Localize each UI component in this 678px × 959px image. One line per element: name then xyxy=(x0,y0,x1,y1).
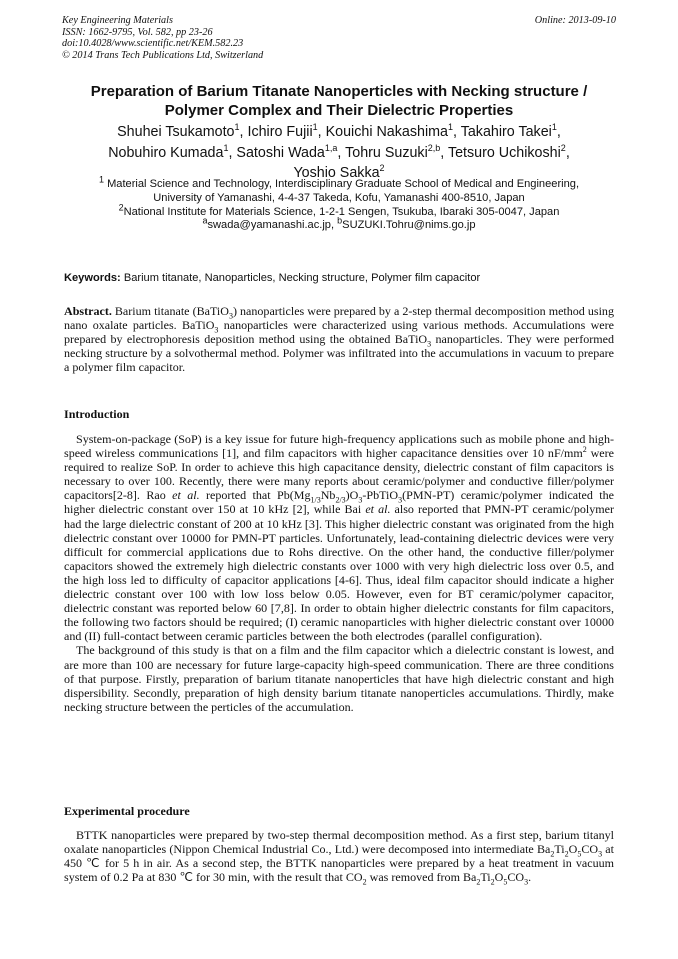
subscript: 1/3 xyxy=(310,495,321,505)
introduction-heading: Introduction xyxy=(64,407,130,421)
author-line-2: Nobuhiro Kumada$^1$, Satoshi Wada$^{1,a}$, Tohru Suzuki$^{2,b}$, Tetsuro Uchikoshi$^2$, xyxy=(108,142,570,161)
text: CO xyxy=(581,842,599,857)
abstract-text: nanoparticles. They were performed necking structure by a solvothermal method. Polymer was infiltrated into the accumulations in vacuum to prepare a polymer film capacitor. xyxy=(64,332,614,375)
text: -PbTiO xyxy=(362,488,399,503)
text: System-on-package (SoP) is a key issue for future high-frequency applications such as mobile phone and high-speed wireless communications [1], and film capacitors with higher capacitance densities over 10 nF/mm xyxy=(64,432,614,461)
subscript: 2 xyxy=(362,877,367,887)
abstract xyxy=(64,304,614,374)
text: were required to realize SoP. In order to achieve this high capacitance density, dielectric constant of film capacitors is necessary to over 100. Recently, there were many reports about ceramic/polymer and conductive filler/polymer capacitors[2-8]. Rao xyxy=(64,446,615,503)
text: Ti xyxy=(554,842,565,857)
emails: $^a$swada@yamanashi.ac.jp, $^b$SUZUKI.Tohru@nims.go.jp xyxy=(202,215,476,232)
email-sup: a xyxy=(202,215,208,226)
subscript: 2/3 xyxy=(335,495,346,505)
text: . xyxy=(528,870,532,885)
subscript: 2 xyxy=(550,849,555,859)
subscript: 3 xyxy=(358,495,363,505)
author-sup: 1 xyxy=(551,122,557,133)
subscript: 2 xyxy=(490,877,495,887)
journal-name: Key Engineering Materials xyxy=(62,15,173,26)
affiliation-1 xyxy=(50,174,628,192)
author-sup: 1 xyxy=(223,142,229,153)
exp-paragraph-1 xyxy=(64,828,614,887)
author: Yoshio Sakka xyxy=(293,165,380,182)
keywords xyxy=(64,272,624,284)
et-al: et al. xyxy=(365,502,391,517)
subscript: 5 xyxy=(503,877,508,887)
author: Nobuhiro Kumada xyxy=(108,144,224,161)
affiliation-sup: 1 xyxy=(98,174,104,185)
affiliation-text: Material Science and Technology, Interdisciplinary Graduate School of Medical and Engineering, xyxy=(107,178,580,190)
author-line-1: Shuhei Tsukamoto$^1$, Ichiro Fujii$^1$, Kouichi Nakashima$^1$, Takahiro Takei$^1$, xyxy=(117,122,561,140)
title-line-2: Polymer Complex and Their Dielectric Properties xyxy=(164,102,514,119)
author: Satoshi Wada xyxy=(236,144,325,161)
text: (PMN-PT) ceramic/polymer indicated the higher dielectric constant over 150 at 10 kHz [2], while Bai xyxy=(64,488,614,517)
superscript: 2 xyxy=(582,445,587,455)
author: Kouichi Nakashima xyxy=(325,124,448,140)
author: Ichiro Fujii xyxy=(247,124,313,140)
subscript: 3 xyxy=(598,849,603,859)
journal-header xyxy=(62,15,616,61)
et-al: et al. xyxy=(172,488,200,503)
title-line-1: Preparation of Barium Titanate Nanoperticles with Necking structure / xyxy=(90,83,588,100)
text: BTTK nanoparticles were prepared by two-step thermal decomposition method. As a first step, barium titanyl oxalate nanoparticles (Nippon Chemical Industrial Co., Ltd.) were decomposed into intermediate Ba xyxy=(64,828,614,857)
email-b[interactable]: SUZUKI.Tohru@nims.go.jp xyxy=(342,219,476,232)
subscript: 3 xyxy=(398,495,403,505)
author-sup: 1 xyxy=(312,122,318,133)
email-a[interactable]: swada@yamanashi.ac.jp xyxy=(207,219,331,232)
text: was removed from Ba xyxy=(366,870,477,885)
author-sup: 1,a xyxy=(324,142,338,153)
keywords-label: Keywords: xyxy=(64,272,121,284)
introduction-body xyxy=(64,432,614,714)
subscript: 3 xyxy=(524,877,529,887)
experimental-heading: Experimental procedure xyxy=(64,804,190,818)
author-sup: 2 xyxy=(560,142,566,153)
text: Ti xyxy=(480,870,491,885)
subscript: 3 xyxy=(228,311,233,321)
online-date: Online: 2013-09-10 xyxy=(534,15,616,26)
author-list xyxy=(50,122,628,184)
text: O xyxy=(494,870,504,885)
author: Tohru Suzuki xyxy=(345,144,428,161)
text: CO xyxy=(507,870,525,885)
author: Takahiro Takei xyxy=(460,124,552,140)
text: reported that Pb(Mg xyxy=(199,488,311,503)
abstract-text: nanoparticles were characterized using various methods. Accumulations were prepared by electrophoresis deposition method using the obtained BaTiO xyxy=(64,318,615,347)
email-sup: b xyxy=(337,215,343,226)
subscript: 5 xyxy=(577,849,582,859)
text: O xyxy=(568,842,578,857)
subscript: 3 xyxy=(427,339,432,349)
affiliations xyxy=(50,174,628,233)
paper-title xyxy=(50,82,628,120)
experimental-body xyxy=(64,828,614,887)
author-sup: 2,b xyxy=(427,142,441,153)
author-sup: 2 xyxy=(379,163,385,174)
abstract-text: Barium titanate (BaTiO xyxy=(114,304,229,318)
intro-paragraph-2: The background of this study is that on a film and the film capacitor which a dielectric constant is lowest, and are more than 100 are necessary for future large-capacity high-speed communication. There are three conditions of that purpose. Firstly, preparation of barium titanate nanoperticles that have high dielectric constant and high dispersibility. Secondly, preparation of high density barium titanate nanoperticles accumulations. Thirdly, make necking structure between the perticles of the accumulation. xyxy=(64,643,614,714)
author-sup: 1 xyxy=(234,122,240,133)
subscript: 2 xyxy=(476,877,481,887)
author: Shuhei Tsukamoto xyxy=(117,124,235,140)
affiliation-1-line-2: University of Yamanashi, 4-4-37 Takeda, Kofu, Yamanashi 400-8510, Japan xyxy=(153,191,525,204)
subscript: 2 xyxy=(564,849,569,859)
doi-line: doi:10.4028/www.scientific.net/KEM.582.23 xyxy=(62,38,244,50)
abstract-label: Abstract. xyxy=(64,304,112,318)
subscript: 3 xyxy=(214,325,219,335)
text: at 450 ℃ for 5 h in air. As a second step, the BTTK nanoparticles were prepared by a heat treatment in vacuum system of 0.2 Pa at 830 ℃ for 30 min, with the result that CO xyxy=(64,842,614,885)
keywords-text: Barium titanate, Nanoparticles, Necking structure, Polymer film capacitor xyxy=(123,272,481,284)
affiliation-text: National Institute for Materials Science, 1-2-1 Sengen, Tsukuba, Ibaraki 305-0047, Japan xyxy=(123,205,560,218)
affiliation-sup: 2 xyxy=(118,201,124,212)
author-sup: 1 xyxy=(448,122,454,133)
intro-paragraph-1 xyxy=(64,432,614,643)
text: Nb xyxy=(320,488,336,503)
copyright-line: © 2014 Trans Tech Publications Ltd, Switzerland xyxy=(62,49,264,61)
text: )O xyxy=(345,488,359,503)
text: also reported that PMN-PT ceramic/polymer had the large dielectric constant of 200 at 10 kHz [3]. This higher dielectric constant was originated from the high dielectric constant over 10000 for PMN-PT particles. Unfortunately, lead-containing dielectric devices were very difficult for commercial applications due to Rohs directive. On the other hand, the conductive filler/polymer capacitors showed the extremely high dielectric constants over 1000 with very high dielectric loss over 0.5, and the high loss led to difficulty of capacitor applications [4-6]. Thus, ideal film capacitor should indicate a higher dielectric constant over 100 with low loss below 0.05. However, even for BT ceramic/polymer capacitor, dielectric constant was reported below 60 [7,8]. In order to obtain higher dielectric constants for film capacitors, the following two factors should be required; (I) ceramic nanoparticles with higher dielectric constant over 10000 and (II) full-contact between ceramic particles between the both electrodes (parallel configuration). xyxy=(64,502,615,644)
issn-line: ISSN: 1662-9795, Vol. 582, pp 23-26 xyxy=(62,26,213,38)
author: Tetsuro Uchikoshi xyxy=(447,144,561,161)
abstract-text: ) nanoparticles were prepared by a 2-step thermal decomposition method using nano oxalate particles. BaTiO xyxy=(64,304,614,333)
